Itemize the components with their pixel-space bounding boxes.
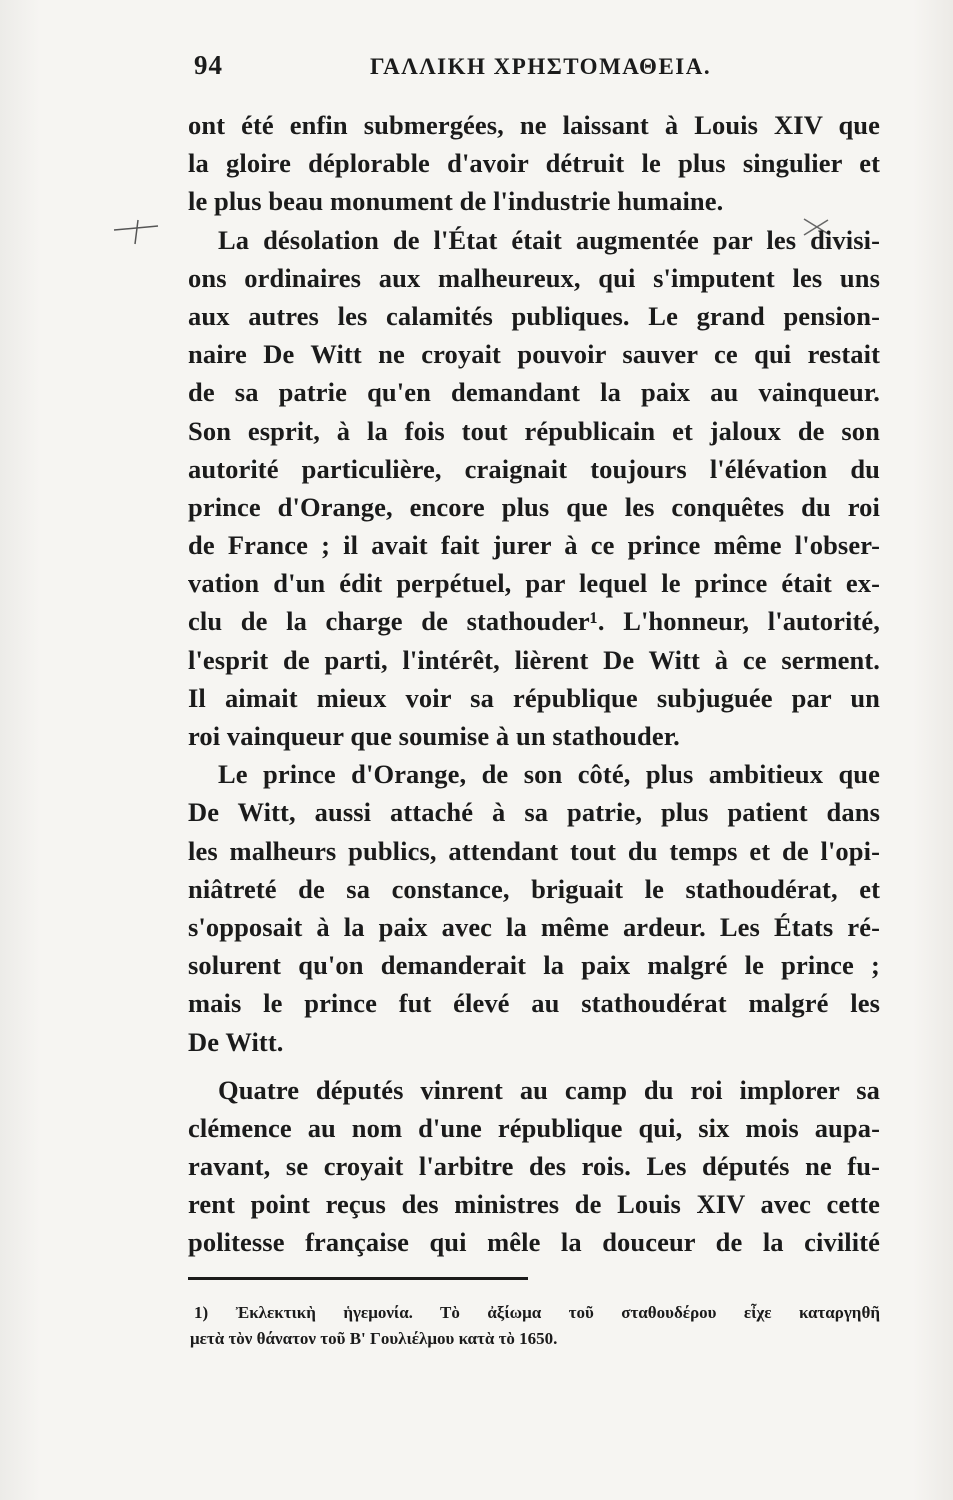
text-line: Son esprit, à la fois tout républicain et jaloux de son	[188, 415, 880, 446]
text-line: aux autres les calamités publiques. Le grand pension-	[188, 300, 880, 331]
text-line: clu de la charge de stathouder¹. L'honneur, l'autorité,	[188, 606, 880, 637]
text-line: politesse française qui mêle la douceur de la civilité	[188, 1227, 880, 1258]
text-line: autorité particulière, craignait toujours l'élévation du	[188, 453, 880, 484]
text-line: la gloire déplorable d'avoir détruit le plus singulier et	[188, 148, 880, 179]
pencil-margin-mark	[112, 216, 160, 246]
main-text	[188, 106, 880, 1262]
paragraph-gap	[188, 1061, 880, 1071]
text-line: niâtreté de sa constance, briguait le stathoudérat, et	[188, 873, 880, 904]
text-line: Il aimait mieux voir sa république subjuguée par un	[188, 682, 880, 713]
footnote-line: μετὰ τὸν θάνατον τοῦ Β' Γουλιέλμου κατὰ τὸ 1650.	[190, 1329, 558, 1348]
text-line: naire De Witt ne croyait pouvoir sauver ce qui restait	[188, 339, 880, 370]
text-line: ont été enfin submergées, ne laissant à Louis XIV que	[188, 110, 880, 140]
footnote-rule	[188, 1277, 528, 1280]
text-line: rent point reçus des ministres de Louis XIV avec cette	[188, 1189, 880, 1220]
page-number: 94	[194, 50, 223, 80]
text-line: Le prince d'Orange, de son côté, plus ambitieux que	[218, 759, 880, 790]
text-line: De Witt, aussi attaché à sa patrie, plus patient dans	[188, 797, 880, 828]
page-header	[190, 50, 880, 90]
text-line: les malheurs publics, attendant tout du temps et de l'opi-	[188, 835, 880, 866]
text-line: l'esprit de parti, l'intérêt, lièrent De Witt à ce serment.	[188, 644, 880, 675]
text-line: vation d'un édit perpétuel, par lequel le prince était ex-	[188, 568, 880, 599]
text-line: de sa patrie qu'en demandant la paix au vainqueur.	[188, 377, 880, 408]
text-line: de France ; il avait fait jurer à ce prince même l'obser-	[188, 530, 880, 561]
footnote-line: 1) Ἐκλεκτικὴ ἡγεμονία. Τὸ ἀξίωμα τοῦ σταθουδέρου εἶχε καταργηθῆ	[194, 1303, 880, 1322]
text-line: mais le prince fut élevé au stathoudérat malgré les	[188, 988, 880, 1019]
running-title: ΓΑΛΛΙΚΗ ΧΡΗΣΤΟΜΑΘΕΙΑ.	[370, 54, 712, 79]
text-line: De Witt.	[188, 1026, 284, 1057]
text-line: le plus beau monument de l'industrie humaine.	[188, 186, 724, 217]
text-line: Quatre députés vinrent au camp du roi implorer sa	[218, 1074, 880, 1105]
text-line: solurent qu'on demanderait la paix malgré le prince ;	[188, 950, 880, 981]
text-line: La désolation de l'État était augmentée par les divisi-	[218, 224, 880, 255]
text-line: ravant, se croyait l'arbitre des rois. Les députés ne fu-	[188, 1151, 880, 1182]
text-line: s'opposait à la paix avec la même ardeur. Les États ré-	[188, 911, 880, 942]
footnote	[190, 1300, 880, 1352]
text-line: roi vainqueur que soumise à un stathouder.	[188, 721, 680, 751]
text-line: ons ordinaires aux malheureux, qui s'imputent les uns	[188, 262, 880, 293]
text-line: clémence au nom d'une république qui, six mois aupa-	[188, 1112, 880, 1143]
text-line: prince d'Orange, encore plus que les conquêtes du roi	[188, 491, 880, 522]
